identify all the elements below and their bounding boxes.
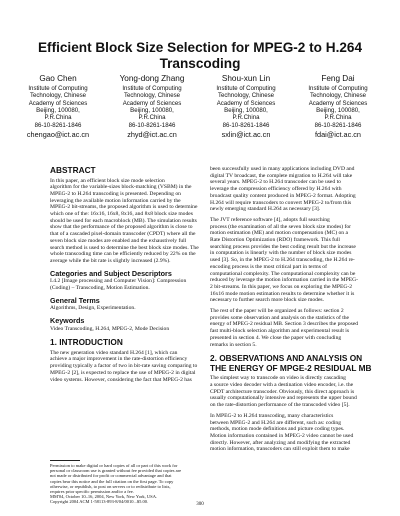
- author-phone: 86-10-8261-1846: [34, 121, 82, 129]
- text-line: reduced by leverage the motion information carried in the MPEG-: [210, 277, 359, 284]
- text-line: leverage the compression efficiency offered by H.264 with: [210, 186, 342, 193]
- general-terms-heading: General Terms: [50, 295, 100, 305]
- right-column: [210, 166, 372, 453]
- text-line: The new generation video standard H.264 [1], which can: [50, 349, 178, 356]
- author-phone: 86-10-8261-1846: [222, 121, 270, 129]
- text-line: Motion information contained in MPEG-2 video cannot be used: [210, 432, 354, 439]
- categories-heading: Categories and Subject Descriptors: [50, 268, 172, 278]
- text-line: Copyright 2004 ACM 1-58113-893-8/04/0010...$5.00.: [50, 499, 149, 505]
- author-phone: 86-10-8261-1846: [128, 121, 176, 129]
- author-affiliation-line: Institute of Computing: [122, 85, 182, 92]
- text-line: provides some observation and analysis on the statistics of the: [210, 314, 350, 321]
- text-line: Rate Distortion Optimization (RDO) framework. This full: [210, 237, 340, 244]
- abstract-body: [50, 178, 200, 265]
- text-line: motion estimation (ME) and motion compensation (MC) on a: [210, 230, 348, 237]
- author-affiliation-line: P.R.China: [138, 114, 166, 122]
- text-line: requires prior specific permission and/or a fee.: [50, 489, 134, 495]
- introduction-heading: 1. INTRODUCTION: [50, 337, 123, 348]
- heading-line: 2. OBSERVATIONS AND ANALYSIS ON: [210, 353, 363, 364]
- abstract-heading: ABSTRACT: [50, 165, 96, 175]
- author-email: fdai@ict.ac.cn: [315, 130, 361, 140]
- text-line: in computation is linearly with the number of block size modes: [210, 250, 352, 257]
- text-line: searching process provides the best coding result but the increase: [210, 243, 356, 250]
- author-affiliation-line: Beijing, 100080,: [224, 107, 268, 115]
- author-affiliation-line: P.R.China: [324, 114, 352, 122]
- text-line: broadcast quality content produced in MPEG-2 format. Adopting: [210, 192, 356, 199]
- text-line: methods, motion mode definitions and picture coding types.: [210, 426, 345, 433]
- text-line: presented in section 4. We close the paper with concluding: [210, 334, 342, 341]
- title-line-1: Efficient Block Size Selection for MPEG-2 to H.264: [37, 40, 363, 55]
- author-block-2: [104, 74, 200, 139]
- text-line: a source video decoder with a destination video encoder, i.e. the: [210, 381, 354, 388]
- footnote-divider: [50, 460, 80, 461]
- author-affiliation-line: Academy of Sciences: [308, 99, 368, 107]
- text-line: CPDT architecture transcoder. Obviously, this direct approach is: [210, 388, 355, 395]
- author-affiliation-line: Technology, Chinese: [123, 92, 181, 100]
- text-line: between MPEG-2 and H.264 are different, such as: coding: [210, 419, 342, 426]
- author-block-3: [198, 74, 294, 139]
- author-email: zhyd@ict.ac.cn: [127, 130, 177, 140]
- text-line: H.264 will require transcoders to convert MPEG-2 to/from this: [210, 199, 352, 206]
- keywords-heading: Keywords: [50, 315, 85, 325]
- text-line: show that the performance of the proposed algorithm is close to: [50, 224, 193, 231]
- author-affiliation-line: P.R.China: [44, 114, 72, 122]
- text-line: newly emerging standard H.264 as necessary [3].: [210, 206, 321, 213]
- paragraph: [210, 413, 360, 453]
- text-line: should be used for each macroblock (MB). The simulation results: [50, 217, 197, 224]
- section-2-heading: [210, 353, 372, 373]
- text-line: I.4.2 [Image processing and Computer Vision]: Compression: [50, 278, 187, 285]
- author-phone: 86-10-8261-1846: [314, 121, 362, 129]
- paragraph: [210, 375, 360, 409]
- text-line: remarks in section 5.: [210, 341, 257, 348]
- text-line: whole transcoding time can be efficiently reduced by 22% on the: [50, 251, 196, 258]
- text-line: usually computationally intensive and represents the upper bound: [210, 395, 357, 402]
- author-affiliation-line: P.R.China: [232, 114, 260, 122]
- text-line: providing typically a factor of two in bit-rate saving comparing to: [50, 363, 198, 370]
- text-line: MPEG-2 bit-streams, the proposed algorithm is used to determine: [50, 204, 198, 211]
- text-line: otherwise, or republish, to post on servers or to redistribute to lists,: [50, 483, 171, 489]
- author-affiliation-line: Academy of Sciences: [122, 99, 182, 107]
- text-line: Algorithms, Design, Experimentation.: [50, 305, 136, 312]
- author-email: chengao@ict.ac.cn: [26, 130, 90, 140]
- text-line: 16x16 mode motion estimation results to determine whether it is: [210, 290, 355, 297]
- text-line: MPEG-2 [2], is expected to replace the use of MPEG-2 in digital: [50, 369, 196, 376]
- text-line: seven block size modes are enabled and the exhaustively full: [50, 237, 187, 244]
- title-line-2: Transcoding: [159, 55, 241, 71]
- left-column: [50, 166, 200, 383]
- text-line: computational complexity. The computational complexity can be: [210, 270, 356, 277]
- author-name: Feng Dai: [321, 74, 355, 83]
- text-line: personal or classroom use is granted without fee provided that copies are: [50, 468, 182, 474]
- author-name: Yong-dong Zhang: [119, 74, 185, 83]
- text-line: Permission to make digital or hard copies of all or part of this work for: [50, 463, 178, 468]
- text-line: In this paper, an efficient block size mode selection: [50, 177, 165, 184]
- text-line: video systems. However, considering the fact that MPEG-2 has: [50, 376, 192, 383]
- text-line: 2 bit-streams. In this paper, we focus on exploring the MPEG-2: [210, 283, 353, 290]
- author-affiliation-line: Technology, Chinese: [29, 92, 87, 100]
- author-block-4: [290, 74, 386, 139]
- author-affiliation-line: Institute of Computing: [308, 85, 368, 92]
- text-line: directly. However, after analyzing and modifying the extracted: [210, 439, 351, 446]
- text-line: not made or distributed for profit or commercial advantage and that: [50, 473, 172, 479]
- text-line: MM'04, October 10–16, 2004, New York, New York, USA.: [50, 494, 158, 500]
- paragraph: [210, 166, 360, 213]
- author-affiliation-line: Beijing, 100080,: [36, 107, 80, 115]
- text-line: In MPEG-2 to H.264 transcoding, many characteristics: [210, 412, 334, 419]
- author-affiliation-line: Academy of Sciences: [28, 99, 88, 107]
- text-line: energy of MPEG-2 residual MB. Section 3 describes the proposed: [210, 321, 359, 328]
- permission-notice: [50, 463, 200, 505]
- author-affiliation-line: Institute of Computing: [28, 85, 88, 92]
- text-line: fast multi-block selection algorithm and experimental result is: [210, 328, 350, 335]
- text-line: The rest of the paper will be organized as follows: section 2: [210, 308, 344, 315]
- author-affiliation-line: Beijing, 100080,: [316, 107, 360, 115]
- text-line: motion information, transcoders can still exploit them to make: [210, 446, 350, 453]
- page-number: 300: [196, 502, 204, 507]
- text-line: several years. MPEG-2 to H.264 transcoder can be used to: [210, 179, 341, 186]
- text-line: The JVT reference software [4], adopts full searching: [210, 216, 330, 223]
- text-line: (Coding) – Transcoding, Motion Estimation.: [50, 284, 150, 291]
- paragraph: [210, 217, 360, 304]
- text-line: which one of the: 16x16, 16x8, 8x16, and 8x8 block size modes: [50, 211, 193, 218]
- paper-title: [20, 40, 380, 71]
- text-line: leveraging the available motion information carried by the: [50, 197, 181, 204]
- text-line: encoding process is the most critical part in terms of: [210, 263, 327, 270]
- paragraph: [210, 308, 360, 348]
- heading-line: THE ENERGY OF MPGE-2 RESIDUAL MB: [210, 362, 372, 373]
- author-block-1: [10, 74, 106, 139]
- text-line: used [3]. So, in the MPEG-2 to H.264 transcoding, the H.264 re-: [210, 257, 355, 264]
- text-line: search method is used to determine the best block size modes. The: [50, 244, 199, 251]
- text-line: necessary to further search more block size modes.: [210, 297, 325, 304]
- author-affiliation-line: Technology, Chinese: [309, 92, 367, 100]
- author-email: sxlin@ict.ac.cn: [221, 130, 271, 140]
- text-line: The simplest way to transcode on video is directly cascading: [210, 375, 346, 382]
- author-affiliation-line: Beijing, 100080,: [130, 107, 174, 115]
- author-affiliation-line: Technology, Chinese: [217, 92, 275, 100]
- text-line: algorithm for the variable-sizes block-matching (VSBM) in the: [50, 184, 192, 191]
- text-line: process (the examination of all the seven block size modes) for: [210, 223, 352, 230]
- text-line: that of a cascaded pixel-domain transcoder (CPDT) where all the: [50, 231, 196, 238]
- author-affiliation-line: Institute of Computing: [216, 85, 276, 92]
- text-line: digital TV broadcast, the complete migration to H.264 will take: [210, 172, 353, 179]
- text-line: Video Transcoding, H.264, MPEG-2, Mode Decision: [50, 325, 170, 332]
- author-affiliation-line: Academy of Sciences: [216, 99, 276, 107]
- text-line: MPEG-2 to H.264 transcoding is presented. Depending on: [50, 190, 181, 197]
- text-line: achieve a major improvement in the rate-distortion efficiency: [50, 356, 188, 363]
- text-line: average while the bit rate is slightly increased (2.9%).: [50, 257, 171, 264]
- text-line: on the rate-distortion performance of the transcoded video [5].: [210, 402, 350, 409]
- author-name: Shou-xun Lin: [221, 74, 271, 83]
- text-line: been successfully used in many applications including DVD and: [210, 166, 355, 172]
- author-name: Gao Chen: [39, 74, 77, 83]
- text-line: copies bear this notice and the full citation on the first page. To copy: [50, 478, 174, 484]
